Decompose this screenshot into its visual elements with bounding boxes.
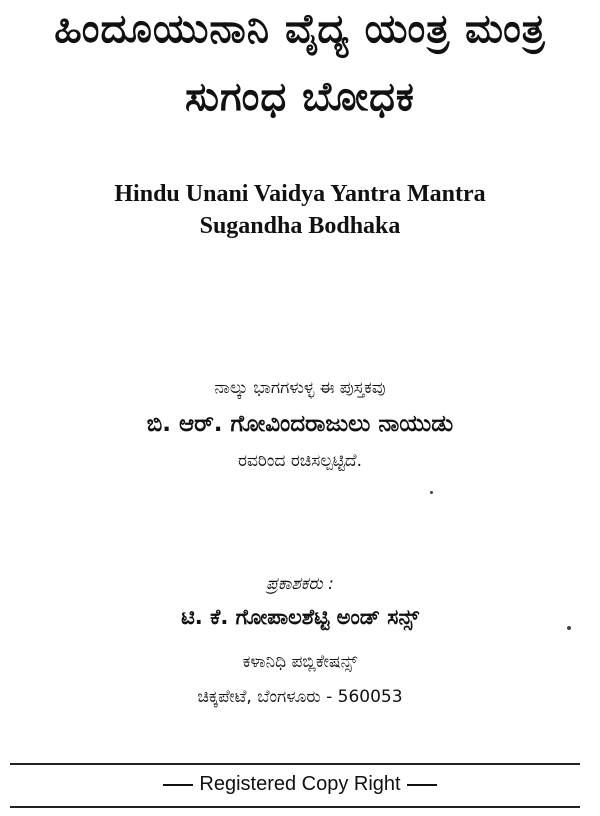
publisher-imprint: ಕಳಾನಿಧಿ ಪಬ್ಲಿಕೇಷನ್ಸ್ (242, 652, 358, 672)
publisher-label: ಪ್ರಕಾಶಕರು : (266, 574, 334, 594)
authorship-outro: ರವರಿಂದ ರಚಿಸಲ್ಪಟ್ಟಿದೆ. (238, 451, 362, 471)
publisher-name: ಟಿ. ಕೆ. ಗೋಪಾಲಶೆಟ್ಟಿ ಅಂಡ್ ಸನ್ಸ್ (181, 605, 419, 629)
dash-right (407, 784, 437, 786)
english-title-line-1: Hindu Unani Vaidya Yantra Mantra (114, 181, 486, 207)
kannada-title-line-2: ಸುಗಂಧ ಬೋಧಕ (185, 74, 415, 120)
authorship-intro: ನಾಲ್ಕು ಭಾಗಗಳುಳ್ಳ ಈ ಪುಸ್ತಕವು (214, 378, 386, 398)
english-title-line-2: Sugandha Bodhaka (199, 213, 401, 239)
copyright-notice (0, 773, 600, 796)
dash-left (163, 784, 193, 786)
footer-rule-bottom (10, 806, 580, 808)
footer-rule-top (10, 763, 580, 765)
kannada-title-line-1: ಹಿಂದೂಯುನಾನಿ ವೈದ್ಯ ಯಂತ್ರ ಮಂತ್ರ (54, 6, 546, 52)
scan-speck (430, 491, 433, 494)
publisher-address: ಚಿಕ್ಕಪೇಟೆ, ಬೆಂಗಳೂರು - 560053 (197, 687, 403, 707)
author-name: ಬಿ. ಆರ್. ಗೋವಿಂದರಾಜುಲು ನಾಯುಡು (146, 411, 454, 437)
copyright-text: Registered Copy Right (199, 773, 401, 795)
scan-speck (567, 626, 571, 630)
